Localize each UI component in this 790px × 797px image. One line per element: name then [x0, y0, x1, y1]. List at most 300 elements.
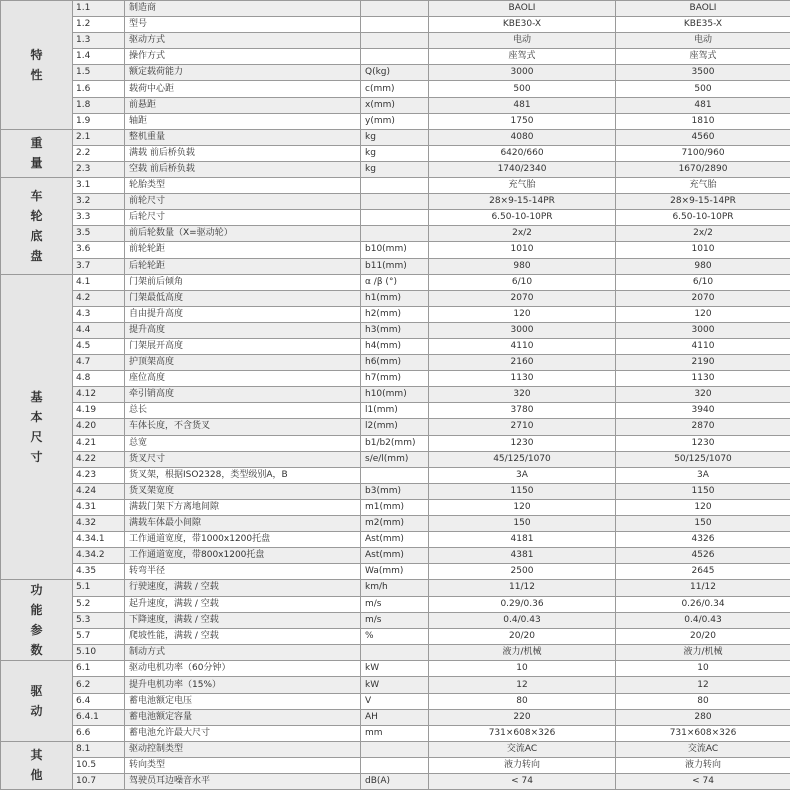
row-parameter: 驱动电机功率（60分钟）	[125, 661, 361, 677]
table-row	[1, 774, 790, 790]
row-number: 5.3	[73, 612, 125, 628]
row-parameter: 额定载荷能力	[125, 65, 361, 81]
row-value-kbe35: 10	[616, 661, 790, 677]
row-number: 1.8	[73, 97, 125, 113]
row-unit	[361, 226, 429, 242]
row-value-kbe35: 120	[616, 499, 790, 515]
row-parameter: 驱动方式	[125, 33, 361, 49]
row-value-kbe30: 1010	[429, 242, 616, 258]
row-unit	[361, 1, 429, 17]
row-value-kbe30: 45/125/1070	[429, 451, 616, 467]
row-unit: x(mm)	[361, 97, 429, 113]
row-value-kbe30: 6/10	[429, 274, 616, 290]
row-value-kbe30: 3000	[429, 65, 616, 81]
row-number: 1.5	[73, 65, 125, 81]
row-number: 10.5	[73, 757, 125, 773]
row-value-kbe35: 2x/2	[616, 226, 790, 242]
row-number: 2.2	[73, 145, 125, 161]
row-value-kbe35: 20/20	[616, 628, 790, 644]
row-value-kbe30: 481	[429, 97, 616, 113]
row-unit: c(mm)	[361, 81, 429, 97]
row-unit: m/s	[361, 596, 429, 612]
row-parameter: 制动方式	[125, 645, 361, 661]
row-number: 4.8	[73, 371, 125, 387]
row-number: 4.19	[73, 403, 125, 419]
row-value-kbe35: 150	[616, 516, 790, 532]
row-value-kbe35: 731×608×326	[616, 725, 790, 741]
row-value-kbe35: 280	[616, 709, 790, 725]
row-unit: h10(mm)	[361, 387, 429, 403]
row-unit	[361, 757, 429, 773]
row-value-kbe35: 3940	[616, 403, 790, 419]
row-value-kbe30: 12	[429, 677, 616, 693]
row-value-kbe35: 座驾式	[616, 49, 790, 65]
table-row	[1, 194, 790, 210]
row-value-kbe30: 500	[429, 81, 616, 97]
table-row	[1, 258, 790, 274]
row-unit: b11(mm)	[361, 258, 429, 274]
row-value-kbe30: 6420/660	[429, 145, 616, 161]
row-value-kbe30: 4381	[429, 548, 616, 564]
row-number: 4.21	[73, 435, 125, 451]
table-row	[1, 81, 790, 97]
row-value-kbe35: 2070	[616, 290, 790, 306]
table-row	[1, 725, 790, 741]
row-value-kbe35: 28×9-15-14PR	[616, 194, 790, 210]
table-row	[1, 628, 790, 644]
row-parameter: 下降速度，满载 / 空载	[125, 612, 361, 628]
row-unit: m/s	[361, 612, 429, 628]
row-number: 4.34.2	[73, 548, 125, 564]
row-number: 1.9	[73, 113, 125, 129]
row-parameter: 护顶架高度	[125, 355, 361, 371]
row-parameter: 货叉尺寸	[125, 451, 361, 467]
row-unit: %	[361, 628, 429, 644]
row-unit: kg	[361, 161, 429, 177]
group-label-text: 功能参数	[30, 583, 43, 658]
row-parameter: 型号	[125, 17, 361, 33]
row-number: 4.35	[73, 564, 125, 580]
group-label	[1, 178, 73, 275]
row-number: 5.1	[73, 580, 125, 596]
group-label	[1, 741, 73, 789]
row-value-kbe35: 6/10	[616, 274, 790, 290]
row-unit: h7(mm)	[361, 371, 429, 387]
row-number: 4.34.1	[73, 532, 125, 548]
group-label-text: 其他	[30, 748, 43, 783]
row-value-kbe35: 980	[616, 258, 790, 274]
row-value-kbe30: 1740/2340	[429, 161, 616, 177]
table-row	[1, 1, 790, 17]
row-parameter: 蓄电池允许最大尺寸	[125, 725, 361, 741]
table-row	[1, 65, 790, 81]
row-value-kbe35: 481	[616, 97, 790, 113]
row-unit: s/e/l(mm)	[361, 451, 429, 467]
row-value-kbe30: 2x/2	[429, 226, 616, 242]
row-parameter: 后轮尺寸	[125, 210, 361, 226]
table-row	[1, 210, 790, 226]
row-parameter: 行驶速度，满载 / 空载	[125, 580, 361, 596]
group-label-text: 车轮底盘	[30, 188, 43, 263]
row-number: 4.2	[73, 290, 125, 306]
row-parameter: 门架展开高度	[125, 338, 361, 354]
row-parameter: 满载车体最小间隙	[125, 516, 361, 532]
row-number: 4.12	[73, 387, 125, 403]
table-row	[1, 290, 790, 306]
row-unit: b10(mm)	[361, 242, 429, 258]
row-value-kbe30: 11/12	[429, 580, 616, 596]
row-value-kbe35: 3A	[616, 467, 790, 483]
row-number: 4.7	[73, 355, 125, 371]
row-value-kbe35: 1150	[616, 483, 790, 499]
row-value-kbe30: 2070	[429, 290, 616, 306]
row-parameter: 座位高度	[125, 371, 361, 387]
table-row	[1, 145, 790, 161]
row-parameter: 空载 前后桥负载	[125, 161, 361, 177]
row-value-kbe35: 6.50-10-10PR	[616, 210, 790, 226]
row-parameter: 工作通道宽度，带1000x1200托盘	[125, 532, 361, 548]
row-unit	[361, 467, 429, 483]
row-number: 5.2	[73, 596, 125, 612]
row-number: 1.4	[73, 49, 125, 65]
row-unit: Ast(mm)	[361, 532, 429, 548]
row-value-kbe30: 10	[429, 661, 616, 677]
row-value-kbe35: 12	[616, 677, 790, 693]
row-unit	[361, 178, 429, 194]
table-row	[1, 580, 790, 596]
row-number: 5.7	[73, 628, 125, 644]
row-value-kbe30: 731×608×326	[429, 725, 616, 741]
row-parameter: 货叉架，根据ISO2328，类型级别A，B	[125, 467, 361, 483]
table-row	[1, 371, 790, 387]
row-parameter: 提升电机功率（15%）	[125, 677, 361, 693]
row-number: 4.32	[73, 516, 125, 532]
row-value-kbe35: 320	[616, 387, 790, 403]
table-row	[1, 387, 790, 403]
row-parameter: 蓄电池额定电压	[125, 693, 361, 709]
row-value-kbe30: 1230	[429, 435, 616, 451]
row-number: 3.7	[73, 258, 125, 274]
row-value-kbe35: 1810	[616, 113, 790, 129]
row-number: 4.4	[73, 322, 125, 338]
spec-table-body	[1, 1, 790, 790]
row-number: 1.6	[73, 81, 125, 97]
row-unit: α /β (°)	[361, 274, 429, 290]
row-unit: mm	[361, 725, 429, 741]
group-label	[1, 580, 73, 661]
row-value-kbe35: 120	[616, 306, 790, 322]
row-parameter: 前悬距	[125, 97, 361, 113]
row-parameter: 驾驶员耳边噪音水平	[125, 774, 361, 790]
table-row	[1, 612, 790, 628]
row-value-kbe30: 交流AC	[429, 741, 616, 757]
row-parameter: 前轮轮距	[125, 242, 361, 258]
row-number: 3.3	[73, 210, 125, 226]
row-value-kbe30: 320	[429, 387, 616, 403]
row-value-kbe30: 3000	[429, 322, 616, 338]
table-row	[1, 355, 790, 371]
row-value-kbe30: 3780	[429, 403, 616, 419]
row-number: 8.1	[73, 741, 125, 757]
row-value-kbe35: 4526	[616, 548, 790, 564]
row-unit: kg	[361, 129, 429, 145]
group-label-text: 重量	[30, 136, 43, 171]
row-parameter: 轮胎类型	[125, 178, 361, 194]
row-number: 6.6	[73, 725, 125, 741]
row-parameter: 货叉架宽度	[125, 483, 361, 499]
row-value-kbe30: 980	[429, 258, 616, 274]
row-number: 2.3	[73, 161, 125, 177]
row-value-kbe30: 2500	[429, 564, 616, 580]
row-value-kbe35: 4560	[616, 129, 790, 145]
group-label	[1, 274, 73, 580]
table-row	[1, 322, 790, 338]
row-number: 4.31	[73, 499, 125, 515]
row-unit: b1/b2(mm)	[361, 435, 429, 451]
row-value-kbe35: 交流AC	[616, 741, 790, 757]
table-row	[1, 403, 790, 419]
row-number: 4.20	[73, 419, 125, 435]
row-unit: dB(A)	[361, 774, 429, 790]
table-row	[1, 483, 790, 499]
row-number: 3.1	[73, 178, 125, 194]
row-number: 4.22	[73, 451, 125, 467]
row-value-kbe35: 充气胎	[616, 178, 790, 194]
table-row	[1, 178, 790, 194]
row-value-kbe30: 0.29/0.36	[429, 596, 616, 612]
row-value-kbe35: 电动	[616, 33, 790, 49]
table-row	[1, 97, 790, 113]
row-number: 4.23	[73, 467, 125, 483]
row-parameter: 满载 前后桥负载	[125, 145, 361, 161]
row-parameter: 前轮尺寸	[125, 194, 361, 210]
row-number: 6.4	[73, 693, 125, 709]
table-row	[1, 677, 790, 693]
row-number: 4.3	[73, 306, 125, 322]
table-row	[1, 532, 790, 548]
row-value-kbe30: 4080	[429, 129, 616, 145]
table-row	[1, 709, 790, 725]
row-parameter: 爬坡性能，满载 / 空载	[125, 628, 361, 644]
row-value-kbe35: 7100/960	[616, 145, 790, 161]
table-row	[1, 129, 790, 145]
row-number: 4.1	[73, 274, 125, 290]
row-number: 1.3	[73, 33, 125, 49]
row-parameter: 操作方式	[125, 49, 361, 65]
group-label-text: 特性	[30, 47, 43, 82]
group-label	[1, 129, 73, 177]
row-parameter: 牵引销高度	[125, 387, 361, 403]
row-unit	[361, 210, 429, 226]
group-label	[1, 1, 73, 130]
row-value-kbe35: < 74	[616, 774, 790, 790]
row-value-kbe30: 4181	[429, 532, 616, 548]
row-number: 5.10	[73, 645, 125, 661]
row-unit: V	[361, 693, 429, 709]
row-parameter: 蓄电池额定容量	[125, 709, 361, 725]
row-value-kbe35: 11/12	[616, 580, 790, 596]
row-value-kbe35: 500	[616, 81, 790, 97]
row-unit: kg	[361, 145, 429, 161]
row-unit: y(mm)	[361, 113, 429, 129]
table-row	[1, 338, 790, 354]
row-unit	[361, 194, 429, 210]
row-value-kbe30: 3A	[429, 467, 616, 483]
row-value-kbe30: 1130	[429, 371, 616, 387]
table-row	[1, 757, 790, 773]
row-value-kbe35: 3500	[616, 65, 790, 81]
row-unit: h1(mm)	[361, 290, 429, 306]
row-unit: l1(mm)	[361, 403, 429, 419]
row-unit: b3(mm)	[361, 483, 429, 499]
row-unit: km/h	[361, 580, 429, 596]
row-parameter: 驱动控制类型	[125, 741, 361, 757]
table-row	[1, 306, 790, 322]
row-parameter: 工作通道宽度，带800x1200托盘	[125, 548, 361, 564]
row-parameter: 载荷中心距	[125, 81, 361, 97]
row-value-kbe35: 液力转向	[616, 757, 790, 773]
row-value-kbe30: 液力/机械	[429, 645, 616, 661]
row-unit: Wa(mm)	[361, 564, 429, 580]
row-unit: m1(mm)	[361, 499, 429, 515]
group-label-text: 基本尺寸	[30, 389, 43, 464]
row-value-kbe30: 2160	[429, 355, 616, 371]
table-row	[1, 435, 790, 451]
row-value-kbe30: 20/20	[429, 628, 616, 644]
table-row	[1, 49, 790, 65]
row-value-kbe35: 1670/2890	[616, 161, 790, 177]
table-row	[1, 113, 790, 129]
row-value-kbe30: 28×9-15-14PR	[429, 194, 616, 210]
row-parameter: 起升速度，满载 / 空载	[125, 596, 361, 612]
row-value-kbe30: 120	[429, 306, 616, 322]
row-value-kbe35: 0.4/0.43	[616, 612, 790, 628]
row-value-kbe35: 3000	[616, 322, 790, 338]
row-number: 2.1	[73, 129, 125, 145]
row-number: 6.4.1	[73, 709, 125, 725]
table-row	[1, 33, 790, 49]
row-value-kbe30: 1750	[429, 113, 616, 129]
row-value-kbe30: 2710	[429, 419, 616, 435]
row-parameter: 整机重量	[125, 129, 361, 145]
row-unit: h3(mm)	[361, 322, 429, 338]
row-number: 3.2	[73, 194, 125, 210]
table-row	[1, 467, 790, 483]
row-parameter: 后轮轮距	[125, 258, 361, 274]
row-parameter: 总宽	[125, 435, 361, 451]
row-unit: kW	[361, 677, 429, 693]
row-value-kbe30: KBE30-X	[429, 17, 616, 33]
row-parameter: 转向类型	[125, 757, 361, 773]
row-value-kbe30: 1150	[429, 483, 616, 499]
row-value-kbe30: 0.4/0.43	[429, 612, 616, 628]
group-label-text: 驱动	[30, 684, 43, 719]
table-row	[1, 419, 790, 435]
table-row	[1, 499, 790, 515]
row-number: 3.6	[73, 242, 125, 258]
row-parameter: 自由提升高度	[125, 306, 361, 322]
row-value-kbe30: 液力转向	[429, 757, 616, 773]
row-unit: l2(mm)	[361, 419, 429, 435]
row-number: 6.1	[73, 661, 125, 677]
row-unit	[361, 741, 429, 757]
row-value-kbe35: 1130	[616, 371, 790, 387]
table-row	[1, 741, 790, 757]
table-row	[1, 645, 790, 661]
row-value-kbe35: 2645	[616, 564, 790, 580]
row-unit: kW	[361, 661, 429, 677]
row-unit: h6(mm)	[361, 355, 429, 371]
row-parameter: 门架前后倾角	[125, 274, 361, 290]
row-value-kbe35: 80	[616, 693, 790, 709]
row-value-kbe30: 120	[429, 499, 616, 515]
row-value-kbe35: 1010	[616, 242, 790, 258]
table-row	[1, 242, 790, 258]
row-parameter: 轴距	[125, 113, 361, 129]
table-row	[1, 661, 790, 677]
table-row	[1, 161, 790, 177]
row-unit: AH	[361, 709, 429, 725]
row-value-kbe30: 座驾式	[429, 49, 616, 65]
row-value-kbe35: 液力/机械	[616, 645, 790, 661]
row-value-kbe35: 4110	[616, 338, 790, 354]
table-row	[1, 693, 790, 709]
row-number: 1.2	[73, 17, 125, 33]
row-value-kbe30: 6.50-10-10PR	[429, 210, 616, 226]
row-unit	[361, 49, 429, 65]
row-value-kbe35: BAOLI	[616, 1, 790, 17]
row-unit	[361, 33, 429, 49]
row-value-kbe30: 电动	[429, 33, 616, 49]
row-value-kbe35: 4326	[616, 532, 790, 548]
row-parameter: 总长	[125, 403, 361, 419]
row-value-kbe30: 80	[429, 693, 616, 709]
row-number: 10.7	[73, 774, 125, 790]
row-number: 1.1	[73, 1, 125, 17]
row-value-kbe35: KBE35-X	[616, 17, 790, 33]
row-value-kbe30: 150	[429, 516, 616, 532]
row-unit: h4(mm)	[361, 338, 429, 354]
table-row	[1, 226, 790, 242]
row-parameter: 提升高度	[125, 322, 361, 338]
row-unit	[361, 645, 429, 661]
table-row	[1, 17, 790, 33]
row-number: 3.5	[73, 226, 125, 242]
table-row	[1, 596, 790, 612]
table-row	[1, 548, 790, 564]
row-parameter: 车体长度，不含货叉	[125, 419, 361, 435]
row-unit: h2(mm)	[361, 306, 429, 322]
row-value-kbe30: 220	[429, 709, 616, 725]
table-row	[1, 274, 790, 290]
row-value-kbe35: 1230	[616, 435, 790, 451]
row-parameter: 前后轮数量（X=驱动轮）	[125, 226, 361, 242]
row-parameter: 转弯半径	[125, 564, 361, 580]
row-parameter: 门架最低高度	[125, 290, 361, 306]
row-number: 4.24	[73, 483, 125, 499]
row-value-kbe35: 0.26/0.34	[616, 596, 790, 612]
row-value-kbe30: < 74	[429, 774, 616, 790]
row-value-kbe30: 4110	[429, 338, 616, 354]
row-unit	[361, 17, 429, 33]
row-value-kbe35: 2190	[616, 355, 790, 371]
row-unit: m2(mm)	[361, 516, 429, 532]
row-unit: Ast(mm)	[361, 548, 429, 564]
table-row	[1, 451, 790, 467]
row-number: 4.5	[73, 338, 125, 354]
group-label	[1, 661, 73, 741]
row-value-kbe35: 2870	[616, 419, 790, 435]
